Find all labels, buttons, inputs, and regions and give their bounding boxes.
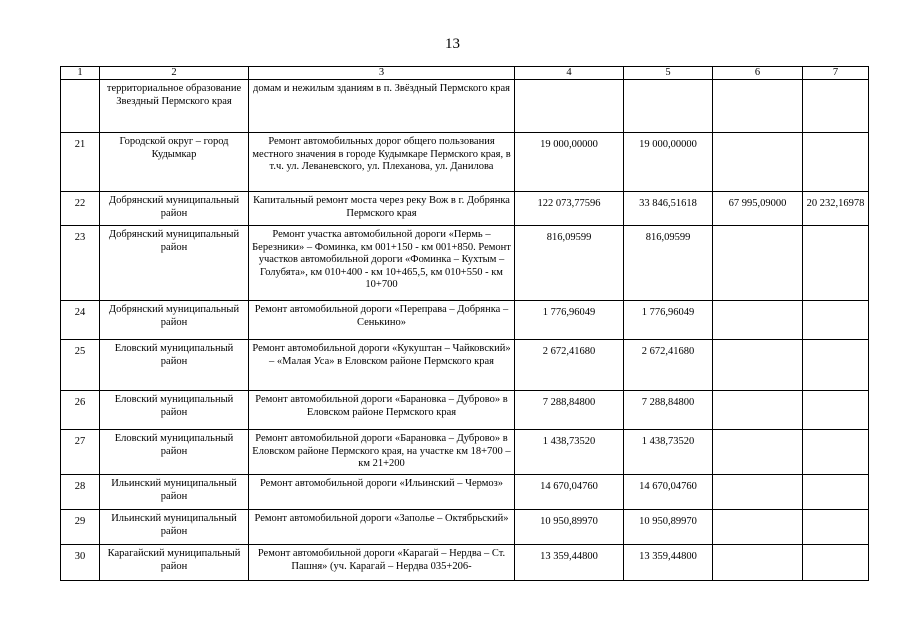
column5-amount-cell: 2 672,41680 [624,340,713,391]
total-amount-cell [515,80,624,133]
municipality-cell: Ильинский муниципальный район [100,475,249,510]
row-number-cell: 28 [61,475,100,510]
table-row [61,226,869,301]
row-number-cell: 26 [61,391,100,430]
object-description-cell: Ремонт участка автомобильной дороги «Пермь – Березники» – Фоминка, км 001+150 - км 001+850. Ремонт участков автомобильной дороги «Фоминка – Кухтым – Голубята», км 010+400 - км 10+465,5, км 010+550 - км 10+700 [249,226,515,301]
total-amount-cell: 7 288,84800 [515,391,624,430]
row-number-cell: 27 [61,430,100,475]
object-description-cell: Ремонт автомобильной дороги «Барановка – Дуброво» в Еловском районе Пермского края [249,391,515,430]
object-description-cell: Ремонт автомобильной дороги «Барановка – Дуброво» в Еловском районе Пермского края, на участке км 18+700 – км 21+200 [249,430,515,475]
row-number-cell: 21 [61,133,100,192]
row-number-cell: 29 [61,510,100,545]
column5-amount-cell: 7 288,84800 [624,391,713,430]
table-row [61,133,869,192]
municipality-cell: Городской округ – город Кудымкар [100,133,249,192]
municipality-cell: территориальное образование Звездный Пермского края [100,80,249,133]
object-description-cell: Ремонт автомобильной дороги «Ильинский – Чермоз» [249,475,515,510]
column5-amount-cell: 14 670,04760 [624,475,713,510]
table-row [61,192,869,226]
table-row [61,475,869,510]
municipality-cell: Добрянский муниципальный район [100,301,249,340]
column-header: 6 [713,67,803,80]
column-header: 4 [515,67,624,80]
total-amount-cell: 10 950,89970 [515,510,624,545]
object-description-cell: Ремонт автомобильной дороги «Заполье – Октябрьский» [249,510,515,545]
column6-amount-cell [713,545,803,581]
column5-amount-cell: 33 846,51618 [624,192,713,226]
column7-amount-cell [803,391,869,430]
table-row [61,80,869,133]
table-row [61,510,869,545]
column-header: 1 [61,67,100,80]
object-description-cell: Ремонт автомобильных дорог общего пользования местного значения в городе Кудымкаре Пермского края, в т.ч. ул. Леваневского, ул. Плеханова, ул. Данилова [249,133,515,192]
object-description-cell: Капитальный ремонт моста через реку Вож в г. Добрянка Пермского края [249,192,515,226]
table-row [61,340,869,391]
table-row [61,391,869,430]
column6-amount-cell [713,430,803,475]
municipality-cell: Добрянский муниципальный район [100,226,249,301]
column6-amount-cell [713,80,803,133]
municipality-cell: Ильинский муниципальный район [100,510,249,545]
total-amount-cell: 122 073,77596 [515,192,624,226]
column7-amount-cell [803,80,869,133]
total-amount-cell: 816,09599 [515,226,624,301]
column6-amount-cell [713,510,803,545]
column7-amount-cell [803,226,869,301]
total-amount-cell: 1 776,96049 [515,301,624,340]
column7-amount-cell [803,475,869,510]
column7-amount-cell [803,301,869,340]
municipality-cell: Еловский муниципальный район [100,340,249,391]
column-header: 7 [803,67,869,80]
column7-amount-cell [803,510,869,545]
column6-amount-cell: 67 995,09000 [713,192,803,226]
column5-amount-cell: 1 776,96049 [624,301,713,340]
municipality-cell: Добрянский муниципальный район [100,192,249,226]
column5-amount-cell [624,80,713,133]
column6-amount-cell [713,391,803,430]
municipality-cell: Еловский муниципальный район [100,430,249,475]
column6-amount-cell [713,301,803,340]
municipality-cell: Карагайский муниципальный район [100,545,249,581]
funding-table [60,66,869,581]
column5-amount-cell: 10 950,89970 [624,510,713,545]
row-number-cell: 22 [61,192,100,226]
object-description-cell: домам и нежилым зданиям в п. Звёздный Пермского края [249,80,515,133]
table-row [61,430,869,475]
column-header: 5 [624,67,713,80]
municipality-cell: Еловский муниципальный район [100,391,249,430]
column7-amount-cell [803,340,869,391]
column6-amount-cell [713,133,803,192]
object-description-cell: Ремонт автомобильной дороги «Карагай – Нердва – Ст. Пашня» (уч. Карагай – Нердва 035+206- [249,545,515,581]
row-number-cell: 30 [61,545,100,581]
row-number-cell [61,80,100,133]
column-header: 3 [249,67,515,80]
total-amount-cell: 2 672,41680 [515,340,624,391]
table-row [61,545,869,581]
table-row [61,301,869,340]
column-header: 2 [100,67,249,80]
row-number-cell: 24 [61,301,100,340]
column7-amount-cell [803,430,869,475]
row-number-cell: 23 [61,226,100,301]
column-number-row [61,67,869,80]
column5-amount-cell: 19 000,00000 [624,133,713,192]
column5-amount-cell: 13 359,44800 [624,545,713,581]
total-amount-cell: 13 359,44800 [515,545,624,581]
object-description-cell: Ремонт автомобильной дороги «Кукуштан – Чайковский» – «Малая Уса» в Еловском районе Пермского края [249,340,515,391]
column7-amount-cell: 20 232,16978 [803,192,869,226]
column5-amount-cell: 816,09599 [624,226,713,301]
row-number-cell: 25 [61,340,100,391]
column5-amount-cell: 1 438,73520 [624,430,713,475]
column6-amount-cell [713,475,803,510]
total-amount-cell: 14 670,04760 [515,475,624,510]
total-amount-cell: 19 000,00000 [515,133,624,192]
page-number: 13 [445,36,460,52]
object-description-cell: Ремонт автомобильной дороги «Переправа – Добрянка – Сенькино» [249,301,515,340]
column6-amount-cell [713,226,803,301]
column7-amount-cell [803,133,869,192]
column7-amount-cell [803,545,869,581]
column6-amount-cell [713,340,803,391]
total-amount-cell: 1 438,73520 [515,430,624,475]
